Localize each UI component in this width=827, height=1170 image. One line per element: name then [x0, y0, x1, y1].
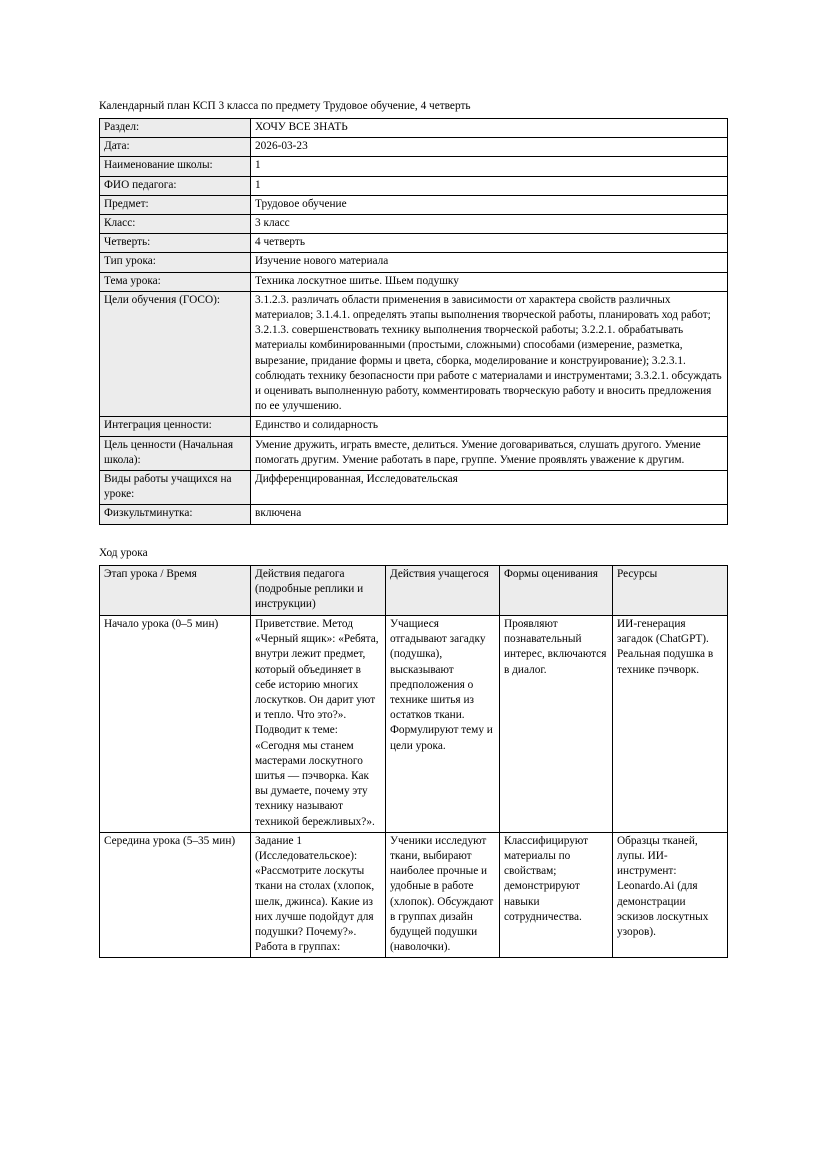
info-label: Виды работы учащихся на уроке:	[100, 471, 251, 505]
table-row	[100, 291, 728, 417]
info-label: Тип урока:	[100, 253, 251, 272]
info-label: Физкультминутка:	[100, 505, 251, 524]
column-header-assessment: Формы оценивания	[500, 566, 613, 616]
lesson-info-table	[99, 118, 728, 525]
info-value: Техника лоскутное шитье. Шьем подушку	[251, 272, 728, 291]
lesson-flow-body	[100, 616, 728, 958]
info-value: Единство и солидарность	[251, 417, 728, 436]
lesson-flow-heading: Ход урока	[99, 547, 148, 559]
cell-student-actions: Учащиеся отгадывают загадку (подушка), высказывают предположения о технике шитья из остатков ткани. Формулируют тему и цели урока.	[386, 616, 500, 833]
cell-stage: Начало урока (0–5 мин)	[100, 616, 251, 833]
column-header-teacher-actions: Действия педагога (подробные реплики и инструкции)	[251, 566, 386, 616]
cell-resources: ИИ-генерация загадок (ChatGPT). Реальная подушка в технике пэчворк.	[613, 616, 728, 833]
page-title: Календарный план КСП 3 класса по предмету Трудовое обучение, 4 четверть	[99, 100, 471, 112]
lesson-info-body	[100, 119, 728, 525]
info-value: Изучение нового материала	[251, 253, 728, 272]
info-label: Раздел:	[100, 119, 251, 138]
cell-assessment: Проявляют познавательный интерес, включаются в диалог.	[500, 616, 613, 833]
info-value: 1	[251, 157, 728, 176]
cell-resources: Образцы тканей, лупы. ИИ-инструмент: Leonardo.Ai (для демонстрации эскизов лоскутных узоров).	[613, 832, 728, 958]
table-row	[100, 176, 728, 195]
table-row	[100, 272, 728, 291]
info-label: Четверть:	[100, 234, 251, 253]
cell-teacher-actions: Приветствие. Метод «Черный ящик»: «Ребята, внутри лежит предмет, который объединяет в себе историю многих лоскутков. Он дарит уют и тепло. Что это?». Подводит к теме: «Сегодня мы станем мастерами лоскутного шитья — пэчворка. Как вы думаете, почему эту технику называют техникой бережливых?».	[251, 616, 386, 833]
info-label: Цели обучения (ГОСО):	[100, 291, 251, 417]
info-value: Умение дружить, играть вместе, делиться. Умение договариваться, слушать другого. Умение помогать другим. Умение работать в паре, группе. Умение проявлять уважение к другим.	[251, 436, 728, 470]
info-label: ФИО педагога:	[100, 176, 251, 195]
table-row	[100, 616, 728, 833]
table-row	[100, 471, 728, 505]
table-row	[100, 253, 728, 272]
cell-student-actions: Ученики исследуют ткани, выбирают наиболее прочные и удобные в работе (хлопок). Обсуждают в группах дизайн будущей подушки (наволочки).	[386, 832, 500, 958]
table-row	[100, 417, 728, 436]
info-label: Интеграция ценности:	[100, 417, 251, 436]
table-row	[100, 832, 728, 958]
column-header-stage: Этап урока / Время	[100, 566, 251, 616]
table-row	[100, 215, 728, 234]
table-row	[100, 234, 728, 253]
info-label: Дата:	[100, 138, 251, 157]
info-value: 3 класс	[251, 215, 728, 234]
table-row	[100, 505, 728, 524]
column-header-resources: Ресурсы	[613, 566, 728, 616]
info-value: ХОЧУ ВСЕ ЗНАТЬ	[251, 119, 728, 138]
lesson-flow-head	[100, 566, 728, 616]
info-value: включена	[251, 505, 728, 524]
info-label: Класс:	[100, 215, 251, 234]
lesson-flow-table	[99, 565, 728, 958]
info-value: 2026-03-23	[251, 138, 728, 157]
cell-teacher-actions: Задание 1 (Исследовательское): «Рассмотрите лоскуты ткани на столах (хлопок, шелк, джинса). Какие из них лучше подойдут для подушки? Почему?». Работа в группах:	[251, 832, 386, 958]
table-row	[100, 138, 728, 157]
info-value: 3.1.2.3. различать области применения в зависимости от характера свойств различных материалов; 3.1.4.1. определять этапы выполнения творческой работы, планировать ход работ; 3.2.1.3. совершенствовать технику выполнения творческой работы; 3.2.2.1. обрабатывать материалы комбинированными (простыми, сложными) способами (измерение, разметка, вырезание, придание формы и цвета, сборка, моделирование и конструирование); 3.2.3.1. соблюдать технику безопасности при работе с материалами и инструментами; 3.3.2.1. обсуждать и оценивать выполненную работу, комментировать творческую работу и вносить предложения по ее улучшению.	[251, 291, 728, 417]
info-label: Цель ценности (Начальная школа):	[100, 436, 251, 470]
info-value: 4 четверть	[251, 234, 728, 253]
table-row	[100, 436, 728, 470]
info-label: Предмет:	[100, 195, 251, 214]
table-row	[100, 157, 728, 176]
info-label: Тема урока:	[100, 272, 251, 291]
cell-stage: Середина урока (5–35 мин)	[100, 832, 251, 958]
table-row	[100, 195, 728, 214]
info-value: Трудовое обучение	[251, 195, 728, 214]
cell-assessment: Классифицируют материалы по свойствам; демонстрируют навыки сотрудничества.	[500, 832, 613, 958]
table-header-row	[100, 566, 728, 616]
info-value: Дифференцированная, Исследовательская	[251, 471, 728, 505]
info-label: Наименование школы:	[100, 157, 251, 176]
column-header-student-actions: Действия учащегося	[386, 566, 500, 616]
info-value: 1	[251, 176, 728, 195]
table-row	[100, 119, 728, 138]
